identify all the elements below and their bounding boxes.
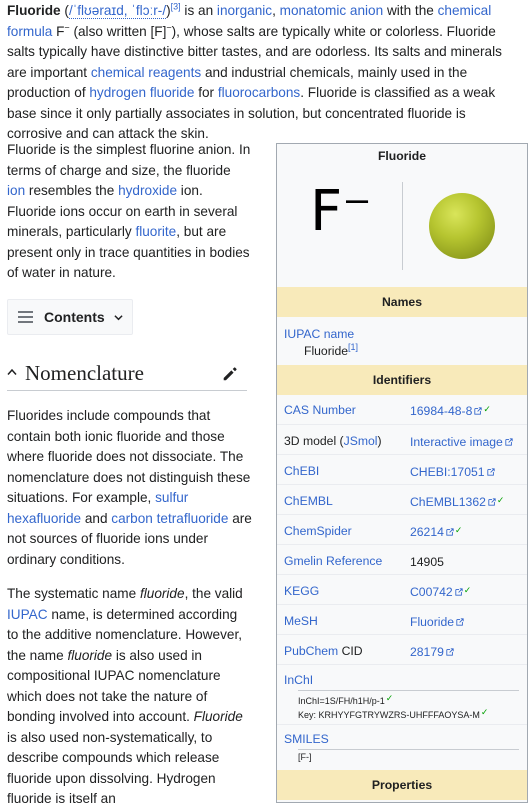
external-link-icon bbox=[446, 528, 454, 536]
external-link-icon bbox=[488, 498, 496, 506]
link-inorganic[interactable]: inorganic bbox=[216, 3, 273, 18]
link-hydrogen-fluoride[interactable]: hydrogen fluoride bbox=[89, 85, 195, 100]
nomenclature-paragraph-1: Fluorides include compounds that contain both ionic fluoride and those where fluoride does not dissociate. The nomenclature does not distinguish these situations. For example, sulfur hexafluoride and carbon tetrafluoride are not sources of fluoride ions under ordinary conditions. bbox=[7, 408, 252, 567]
properties-header: Properties bbox=[277, 770, 527, 800]
chevron-up-icon[interactable] bbox=[7, 368, 17, 376]
identifiers-header: Identifiers bbox=[277, 365, 527, 395]
gmelin-value: 14905 bbox=[410, 555, 444, 569]
link-carbon-tetrafluoride[interactable]: carbon tetrafluoride bbox=[111, 510, 229, 526]
reference-3[interactable]: [3] bbox=[170, 1, 181, 12]
link-fluorocarbons[interactable]: fluorocarbons bbox=[217, 85, 301, 100]
chembl-link[interactable]: ChEMBL bbox=[284, 494, 333, 508]
cas-number-link[interactable]: CAS Number bbox=[284, 403, 356, 417]
check-icon: ✓ bbox=[483, 404, 491, 414]
chembl-value: ChEMBL1362 ✓ bbox=[410, 495, 505, 509]
check-icon: ✓ bbox=[463, 585, 472, 595]
pubchem-cid-label: PubChem CID bbox=[284, 644, 363, 658]
gmelin-reference-link[interactable]: Gmelin Reference bbox=[284, 554, 383, 568]
formula-image: F⁻ bbox=[310, 179, 372, 244]
chembox-infobox bbox=[276, 143, 528, 803]
link-monatomic-anion[interactable]: monatomic anion bbox=[279, 3, 384, 18]
list-icon bbox=[18, 311, 33, 323]
check-icon: ✓ bbox=[454, 525, 463, 535]
link-chemical-formula[interactable]: chemical formula bbox=[7, 3, 492, 39]
inchi-values: InChI=1S/FH/h1H/p-1✓ Key: KRHYYFGTRYWZRS-UHFFFAOYSA-M✓ bbox=[298, 693, 489, 720]
inchi-link[interactable]: InChI bbox=[284, 673, 314, 687]
link-fluorite[interactable]: fluorite bbox=[135, 224, 177, 239]
section-heading-nomenclature[interactable] bbox=[7, 360, 247, 391]
check-icon: ✓ bbox=[385, 693, 394, 703]
3d-model-label: 3D model (JSmol) bbox=[284, 434, 382, 448]
link-iupac[interactable]: IUPAC bbox=[7, 606, 48, 622]
pronunciation-link[interactable]: /ˈflʊəraɪd, ˈflɔːr-/ bbox=[68, 3, 167, 18]
contents-label: Contents bbox=[44, 309, 105, 325]
link-hydroxide[interactable]: hydroxide bbox=[118, 183, 178, 198]
interactive-image-value: Interactive image bbox=[410, 435, 513, 449]
infobox-title: Fluoride bbox=[377, 149, 427, 163]
external-link-icon bbox=[446, 648, 454, 656]
kegg-link[interactable]: KEGG bbox=[284, 584, 320, 598]
check-icon: ✓ bbox=[480, 707, 489, 717]
chebi-link[interactable]: ChEBI bbox=[284, 464, 320, 478]
article-term: Fluoride bbox=[7, 3, 61, 18]
pencil-icon[interactable] bbox=[221, 365, 239, 383]
contents-toggle-button[interactable] bbox=[7, 299, 133, 335]
chevron-down-icon bbox=[114, 313, 123, 322]
link-chemical-reagents[interactable]: chemical reagents bbox=[90, 64, 202, 80]
external-link-icon bbox=[505, 438, 513, 446]
cas-number-value: 16984-48-8 ✓ bbox=[410, 404, 491, 418]
chebi-value: CHEBI:17051 bbox=[410, 465, 495, 479]
chemspider-value: 26214 ✓ bbox=[410, 525, 463, 539]
image-divider bbox=[402, 182, 403, 270]
lead-paragraph: Fluoride is the simplest fluorine anion. In terms of charge and size, the fluoride ion resembles the hydroxide ion. Fluoride ions occur on earth in several minerals, particularly fluorite, but are present only in trace quantities in bodies of water in nature. bbox=[7, 142, 251, 280]
jsmol-link[interactable]: JSmol bbox=[343, 434, 378, 448]
nomenclature-paragraph-2: The systematic name fluoride, the valid IUPAC name, is determined according to the additive nomenclature. However, the name fluoride is also used in compositional IUPAC nomenclature which does not take the nature of bonding involved into account. Fluoride is also used non-systematically, to describe compounds which release fluoride upon dissolving. Hydrogen fluoride is itself an bbox=[7, 586, 243, 806]
external-link-icon bbox=[474, 407, 482, 415]
mesh-value: Fluoride bbox=[410, 615, 464, 629]
smiles-link[interactable]: SMILES bbox=[284, 732, 329, 746]
pubchem-value: 28179 bbox=[410, 645, 454, 659]
intro-paragraph: Fluoride (/ˈflʊəraɪd, ˈflɔːr-/)[3] is an inorganic, monatomic anion with the chemical formula F− (also written [F]−), whose salts are typically white or colorless. Fluoride salts typically have distinctive bitter tastes, and are odorless. Its salts and minerals are important chemical reagents and industrial chemicals, mainly used in the production of hydrogen fluoride for fluorocarbons. Fluoride is classified as a weak base since it only partially associates in solution, but concentrated fluoride is corrosive and can attack the skin. bbox=[7, 1, 502, 141]
external-link-icon bbox=[456, 618, 464, 626]
iupac-name-link[interactable]: IUPAC name bbox=[284, 327, 355, 341]
section-title: Nomenclature bbox=[25, 361, 144, 385]
smiles-value: [F-] bbox=[298, 752, 312, 762]
iupac-name-value: Fluoride[1] bbox=[304, 341, 359, 358]
pubchem-link[interactable]: PubChem bbox=[284, 644, 339, 658]
check-icon: ✓ bbox=[496, 495, 505, 505]
link-sulfur-hexafluoride[interactable]: sulfur hexafluoride bbox=[7, 490, 189, 526]
mesh-link[interactable]: MeSH bbox=[284, 614, 318, 628]
external-link-icon bbox=[487, 468, 495, 476]
chemspider-link[interactable]: ChemSpider bbox=[284, 524, 352, 538]
external-link-icon bbox=[455, 588, 463, 596]
reference-1[interactable]: [1] bbox=[348, 341, 359, 352]
kegg-value: C00742 ✓ bbox=[410, 585, 472, 599]
link-ion[interactable]: ion bbox=[7, 183, 26, 198]
space-filling-model-image[interactable] bbox=[429, 193, 495, 259]
names-header: Names bbox=[277, 287, 527, 317]
